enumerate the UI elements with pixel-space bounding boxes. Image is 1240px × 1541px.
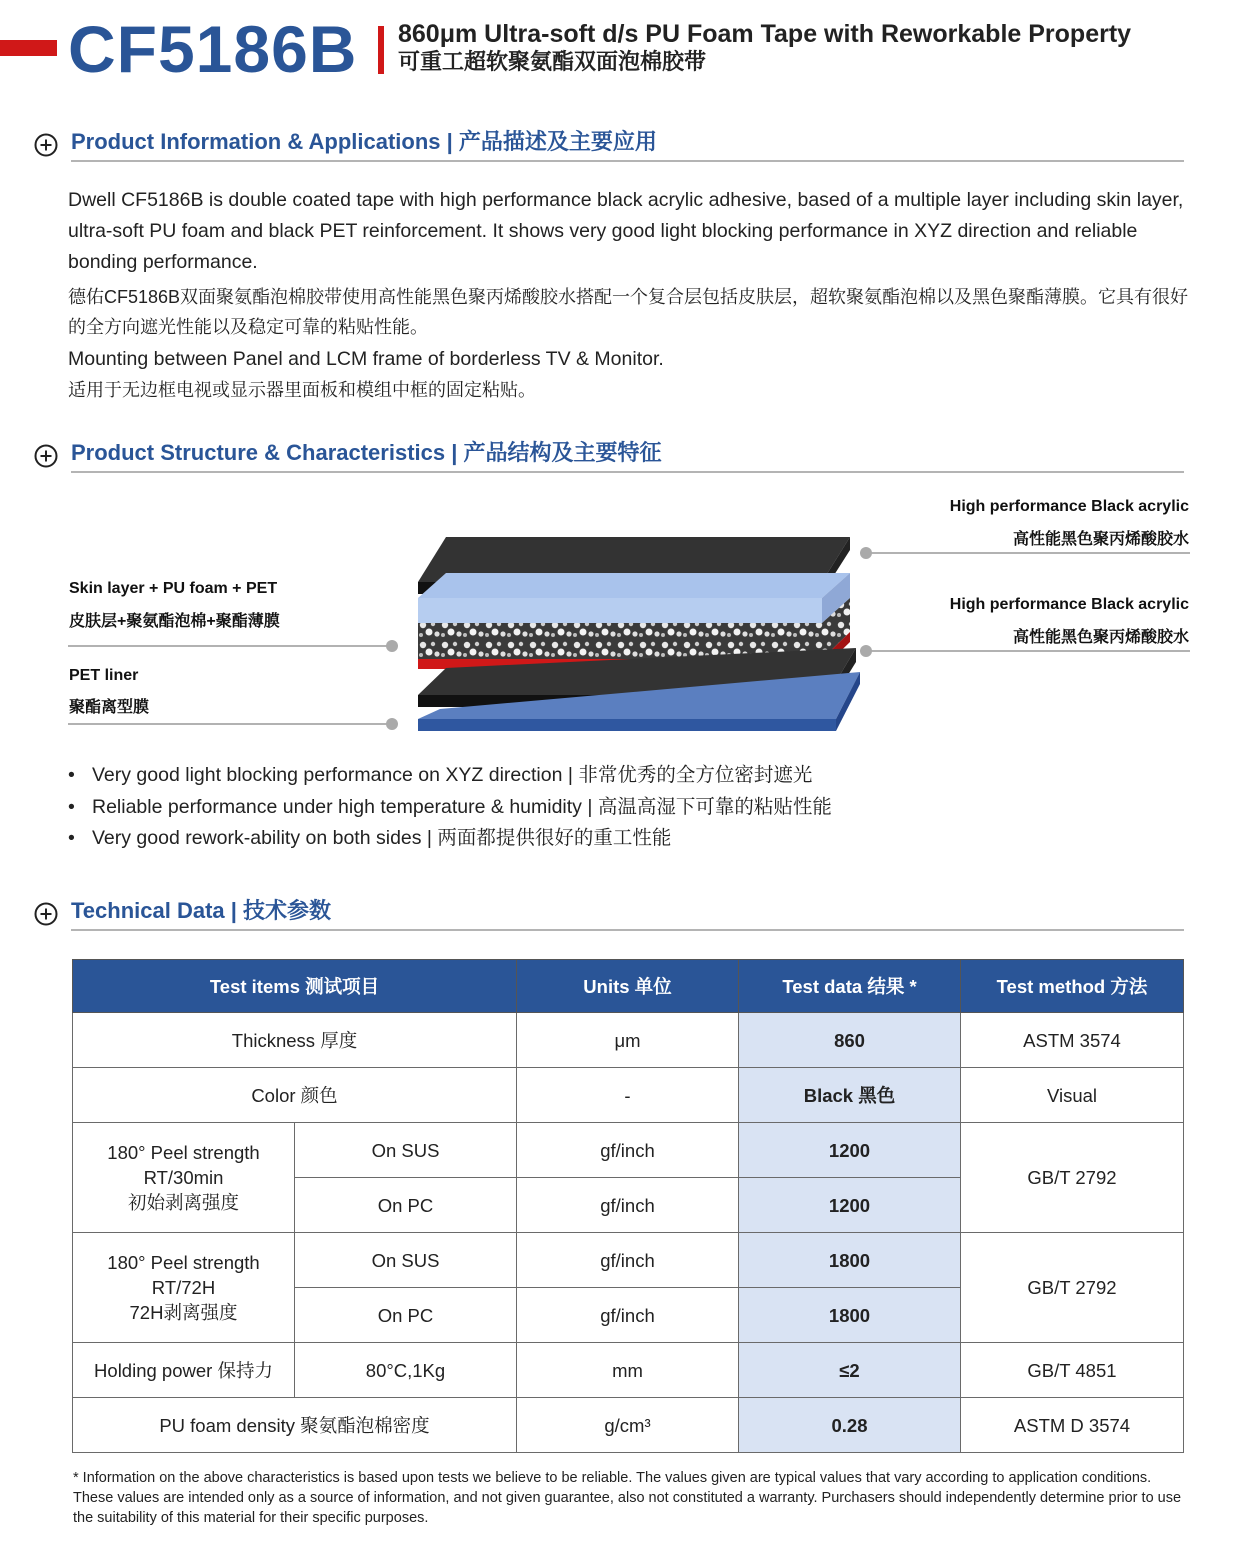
table-row <box>73 1123 1184 1178</box>
list-item: • Very good light blocking performance on XYZ direction | 非常优秀的全方位密封遮光 <box>68 760 1168 792</box>
label-liner-en: PET liner <box>69 667 139 684</box>
cell-method: ASTM 3574 <box>961 1013 1184 1068</box>
label-adhesive-bottom-cn: 高性能黑色聚丙烯酸胶水 <box>1012 629 1189 646</box>
item-line: RT/72H <box>151 1277 216 1298</box>
cell-unit: gf/inch <box>517 1288 739 1343</box>
list-item: • Reliable performance under high temperature & humidity | 高温高湿下可靠的粘贴性能 <box>68 792 1168 824</box>
cell-item: PU foam density 聚氨酯泡棉密度 <box>73 1398 517 1453</box>
technical-data-table <box>72 959 1184 1453</box>
table-header-row <box>73 960 1184 1013</box>
cell-unit: g/cm³ <box>517 1398 739 1453</box>
cell-value: 1800 <box>739 1288 961 1343</box>
cell-value: 860 <box>739 1013 961 1068</box>
cell-item: Thickness 厚度 <box>73 1013 517 1068</box>
section-divider <box>71 471 1184 473</box>
plus-circle-icon <box>34 133 58 157</box>
table-row <box>73 1068 1184 1123</box>
footnote: * Information on the above characteristics is based upon tests we believe to be reliable. The values given are typical values that vary according to application conditions. These values are intended only as a source of information, and not given guarantee, also not constituted a warranty. Purchasers should independently determine prior to use the suitability of this material for their specific purposes. <box>73 1470 1182 1526</box>
product-title-cn: 可重工超软聚氨酯双面泡棉胶带 <box>398 49 707 74</box>
cell-value: 0.28 <box>739 1398 961 1453</box>
cell-method: Visual <box>961 1068 1184 1123</box>
application-en: Mounting between Panel and LCM frame of borderless TV & Monitor. <box>68 348 664 370</box>
header-test-data: Test data 结果 * <box>739 960 961 1013</box>
header-units: Units 单位 <box>517 960 739 1013</box>
cell-method: GB/T 2792 <box>961 1233 1184 1343</box>
product-title-en: 860μm Ultra-soft d/s PU Foam Tape with Reworkable Property <box>398 20 1132 48</box>
item-line: 初始剥离强度 <box>127 1192 239 1213</box>
bullet-icon: • <box>68 764 75 786</box>
bullet-icon: • <box>68 795 75 818</box>
cell-item: Holding power 保持力 <box>73 1343 295 1398</box>
description-cn: 德佑CF5186B双面聚氨酯泡棉胶带使用高性能黑色聚丙烯酸胶水搭配一个复合层包括皮肤层，超软聚氨酯泡棉以及黑色聚酯薄膜。它具有很好的全方向遮光性能以及稳定可靠的粘贴性能。 <box>68 287 1189 337</box>
cell-item <box>73 1233 295 1343</box>
section-title-info: Product Information & Applications | 产品描述及主要应用 <box>71 129 657 154</box>
label-liner-cn: 聚酯离型膜 <box>69 699 150 716</box>
cell-unit: mm <box>517 1343 739 1398</box>
cell-condition: On SUS <box>295 1233 517 1288</box>
table-row <box>73 1343 1184 1398</box>
cell-method: GB/T 2792 <box>961 1123 1184 1233</box>
plus-circle-icon <box>34 444 58 468</box>
section-title-structure: Product Structure & Characteristics | 产品结构及主要特征 <box>71 440 662 465</box>
cell-value: 1800 <box>739 1233 961 1288</box>
cell-unit: gf/inch <box>517 1178 739 1233</box>
item-line: 180° Peel strength <box>107 1252 260 1273</box>
bullet-icon: • <box>68 827 75 849</box>
cell-value: Black 黑色 <box>739 1068 961 1123</box>
section-header-info <box>34 126 1184 160</box>
product-code: CF5186B <box>68 12 358 86</box>
cell-method: ASTM D 3574 <box>961 1398 1184 1453</box>
label-core-en: Skin layer + PU foam + PET <box>69 580 278 597</box>
label-adhesive-top-en: High performance Black acrylic <box>949 498 1189 515</box>
list-item: • Very good rework-ability on both sides | 两面都提供很好的重工性能 <box>68 823 1168 855</box>
label-core-cn: 皮肤层+聚氨酯泡棉+聚酯薄膜 <box>69 613 280 630</box>
table-row <box>73 1233 1184 1288</box>
section-divider <box>71 929 1184 931</box>
header-test-items: Test items 测试项目 <box>73 960 517 1013</box>
cell-unit: μm <box>517 1013 739 1068</box>
item-line: RT/30min <box>143 1167 224 1188</box>
cell-condition: On PC <box>295 1288 517 1343</box>
cell-value: 1200 <box>739 1123 961 1178</box>
cell-unit: gf/inch <box>517 1233 739 1288</box>
label-adhesive-bottom-en: High performance Black acrylic <box>949 596 1189 613</box>
cell-value: ≤2 <box>739 1343 961 1398</box>
section-divider <box>71 160 1184 162</box>
characteristics-list <box>68 760 1168 855</box>
table-row <box>73 1013 1184 1068</box>
cell-unit: - <box>517 1068 739 1123</box>
plus-circle-icon <box>34 902 58 926</box>
cell-item <box>73 1123 295 1233</box>
header-test-method: Test method 方法 <box>961 960 1184 1013</box>
cell-value: 1200 <box>739 1178 961 1233</box>
table-row <box>73 1398 1184 1453</box>
application-cn: 适用于无边框电视或显示器里面板和模组中框的固定粘贴。 <box>68 380 536 400</box>
cell-item: Color 颜色 <box>73 1068 517 1123</box>
title-divider <box>378 26 384 74</box>
cell-condition: 80°C,1Kg <box>295 1343 517 1398</box>
section-title-technical: Technical Data | 技术参数 <box>71 898 332 923</box>
label-adhesive-top-cn: 高性能黑色聚丙烯酸胶水 <box>1012 531 1189 548</box>
cell-condition: On PC <box>295 1178 517 1233</box>
header-red-bar <box>0 40 57 56</box>
cell-method: GB/T 4851 <box>961 1343 1184 1398</box>
section-header-technical <box>34 895 1184 929</box>
description-en: Dwell CF5186B is double coated tape with high performance black acrylic adhesive, based of a multiple layer including skin layer, ultra-soft PU foam and black PET reinforcement. It shows very good light blocking performance in XYZ direction and reliable bonding performance. <box>68 189 1184 273</box>
item-line: 180° Peel strength <box>107 1142 260 1163</box>
item-line: 72H剥离强度 <box>129 1302 238 1323</box>
section-header-structure <box>34 437 1184 471</box>
cell-condition: On SUS <box>295 1123 517 1178</box>
cell-unit: gf/inch <box>517 1123 739 1178</box>
